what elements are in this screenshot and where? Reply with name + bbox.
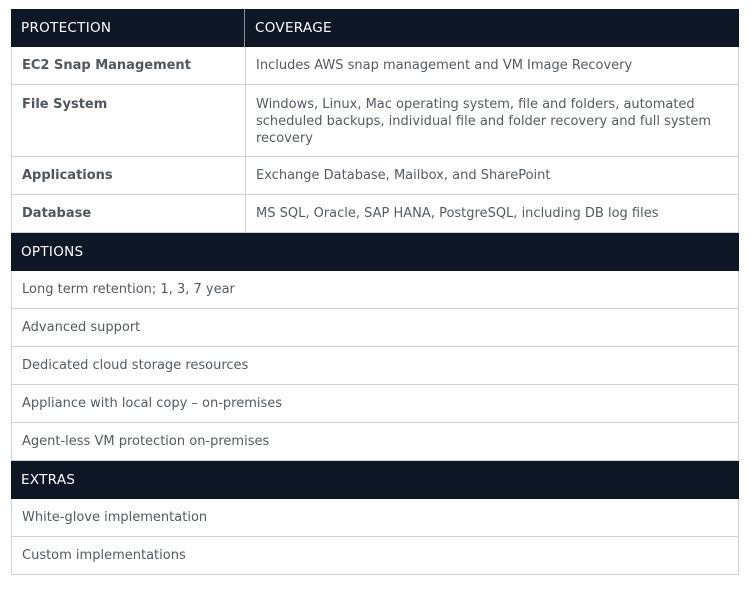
table-row bbox=[11, 195, 739, 233]
extra-row bbox=[11, 499, 739, 537]
options-header: OPTIONS bbox=[21, 243, 84, 260]
option-row bbox=[11, 271, 739, 309]
table-row bbox=[11, 85, 739, 157]
protection-cell: Applications bbox=[12, 157, 246, 194]
protection-cell: EC2 Snap Management bbox=[12, 47, 246, 84]
coverage-cell: MS SQL, Oracle, SAP HANA, PostgreSQL, including DB log files bbox=[256, 206, 659, 221]
extra-row bbox=[11, 537, 739, 575]
extras-header: EXTRAS bbox=[21, 471, 76, 488]
option-row bbox=[11, 423, 739, 461]
protection-cell: File System bbox=[12, 85, 246, 156]
option-row bbox=[11, 309, 739, 347]
coverage-cell: Includes AWS snap management and VM Image Recovery bbox=[256, 58, 633, 73]
coverage-cell: Windows, Linux, Mac operating system, file and folders, automated scheduled backups, individual file and folder recovery and full system recovery bbox=[256, 97, 712, 146]
protection-header-row bbox=[11, 9, 739, 47]
option-row bbox=[11, 385, 739, 423]
option-item: Dedicated cloud storage resources bbox=[22, 358, 249, 373]
coverage-cell: Exchange Database, Mailbox, and SharePoint bbox=[256, 168, 551, 183]
protection-column-header: PROTECTION bbox=[11, 9, 245, 47]
service-table bbox=[11, 9, 739, 575]
option-row bbox=[11, 347, 739, 385]
coverage-column-header: COVERAGE bbox=[255, 19, 332, 36]
table-row bbox=[11, 47, 739, 85]
option-item: Appliance with local copy – on-premises bbox=[22, 396, 283, 411]
extra-item: Custom implementations bbox=[22, 548, 186, 563]
extras-header-row bbox=[11, 461, 739, 499]
option-item: Long term retention; 1, 3, 7 year bbox=[22, 282, 235, 297]
options-header-row bbox=[11, 233, 739, 271]
protection-cell: Database bbox=[12, 195, 246, 232]
option-item: Advanced support bbox=[22, 320, 141, 335]
table-row bbox=[11, 157, 739, 195]
extra-item: White-glove implementation bbox=[22, 510, 208, 525]
option-item: Agent-less VM protection on-premises bbox=[22, 434, 270, 449]
